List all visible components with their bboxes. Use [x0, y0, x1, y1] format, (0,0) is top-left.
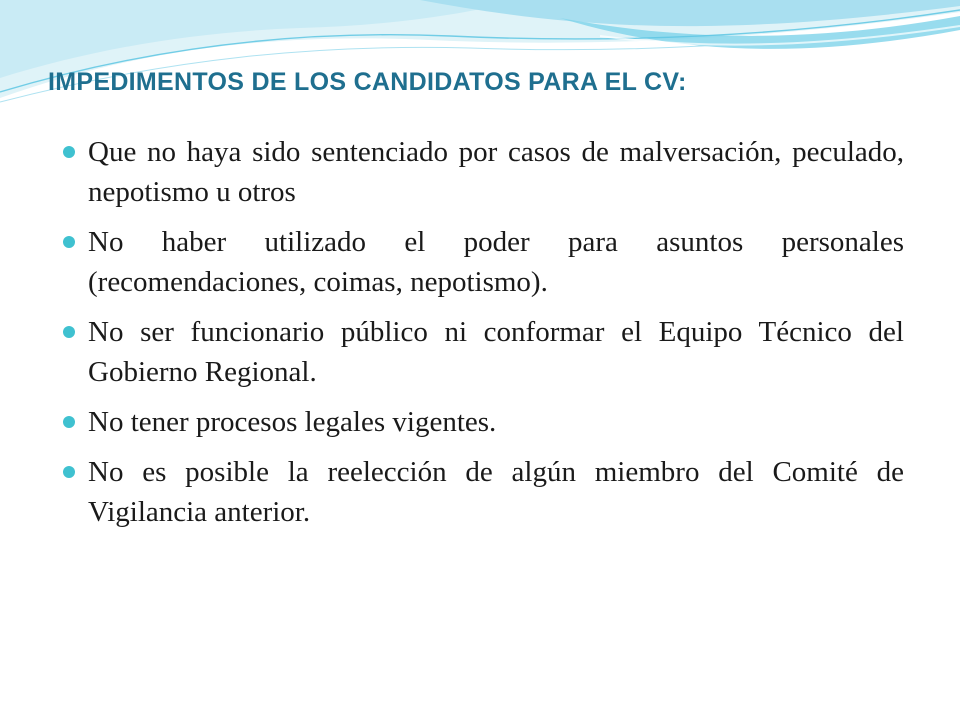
- bullet-dot-icon: [63, 326, 75, 338]
- bullet-item: [88, 132, 904, 212]
- bullet-text: No es posible la reelección de algún miembro del Comité de Vigilancia anterior.: [88, 456, 904, 528]
- bullet-text: No ser funcionario público ni conformar el Equipo Técnico del Gobierno Regional.: [88, 316, 904, 388]
- slide-title: IMPEDIMENTOS DE LOS CANDIDATOS PARA EL CV:: [48, 68, 687, 96]
- bullet-dot-icon: [63, 466, 75, 478]
- bullet-dot-icon: [63, 236, 75, 248]
- bullet-text: No haber utilizado el poder para asuntos personales (recomendaciones, coimas, nepotismo).: [88, 226, 904, 298]
- bullet-dot-icon: [63, 146, 75, 158]
- bullet-item: [88, 222, 904, 302]
- bullet-text: No tener procesos legales vigentes.: [88, 406, 497, 438]
- bullet-text: Que no haya sido sentenciado por casos de malversación, peculado, nepotismo u otros: [88, 136, 904, 208]
- bullet-item: [88, 452, 904, 532]
- bullet-dot-icon: [63, 416, 75, 428]
- bullet-list: [88, 132, 904, 542]
- bullet-item: [88, 312, 904, 392]
- bullet-item: [88, 402, 904, 442]
